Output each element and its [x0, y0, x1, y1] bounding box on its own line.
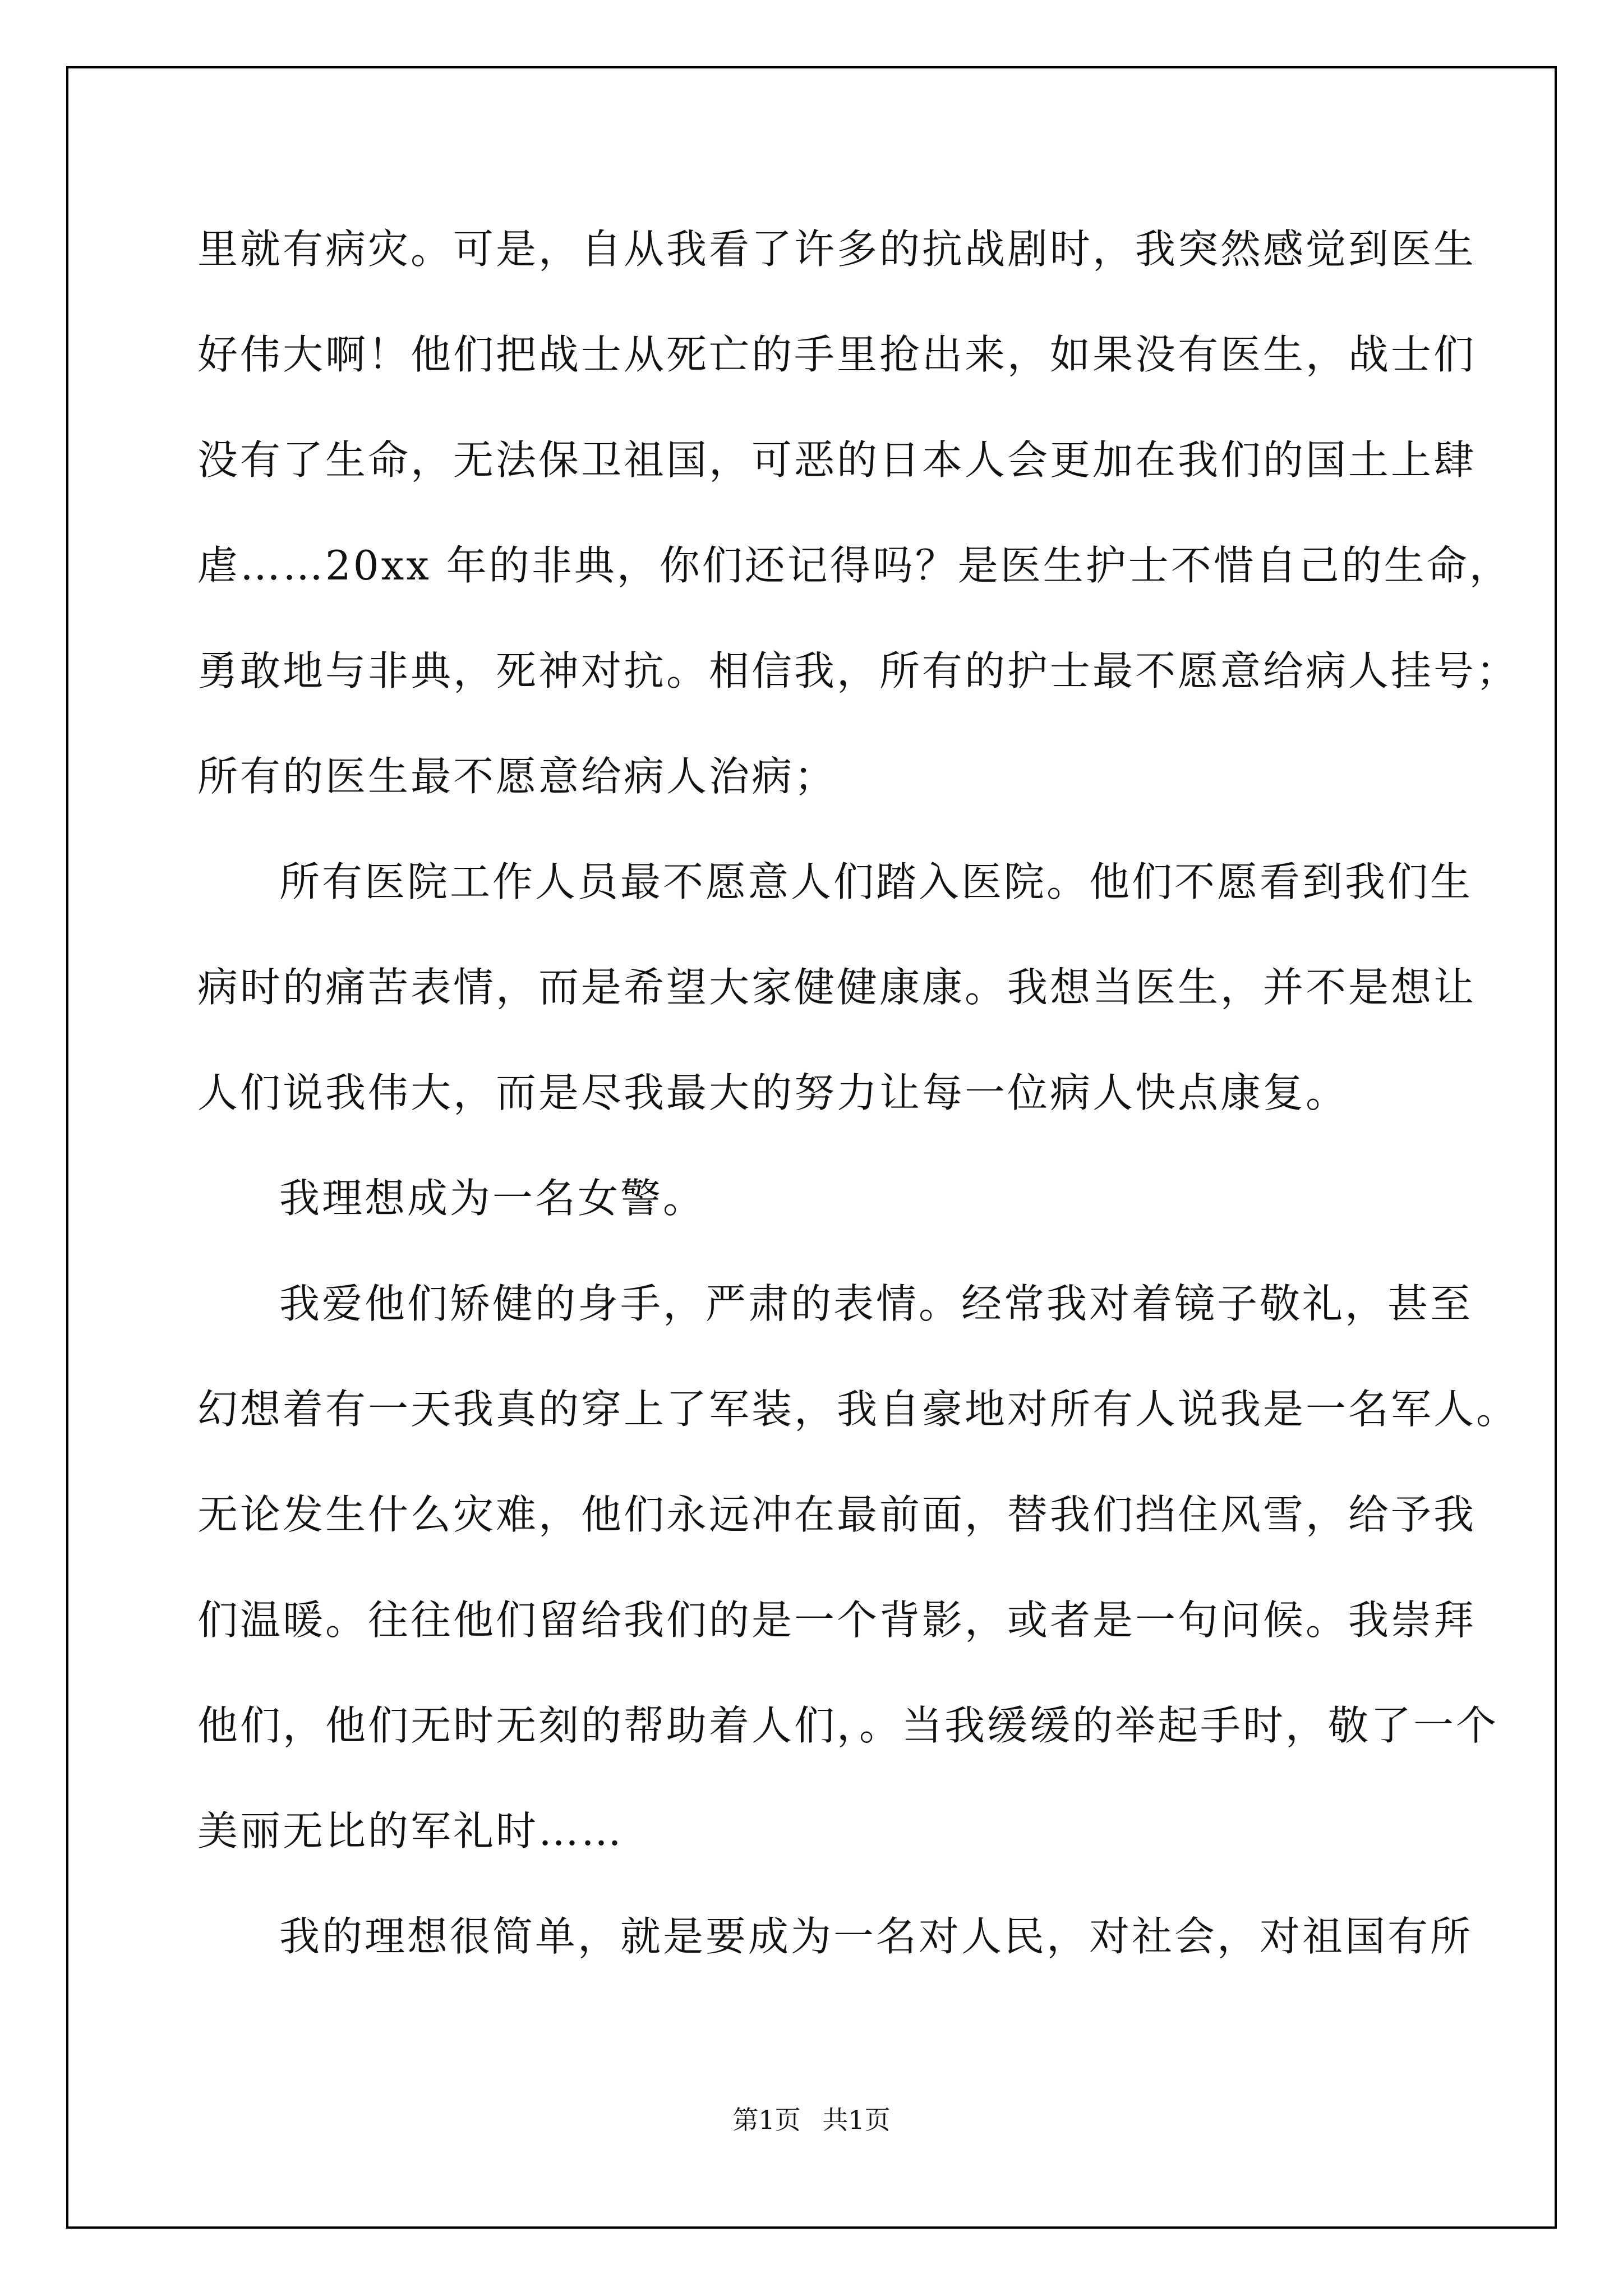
text-line: 们温暖。往往他们留给我们的是一个背影，或者是一句问候。我崇拜	[197, 1596, 1477, 1644]
text-line: 他们，他们无时无刻的帮助着人们，。当我缓缓的举起手时，敬了一个	[197, 1702, 1499, 1749]
paragraph-first-line: 我理想成为一名女警。	[279, 1175, 706, 1222]
text-line: 好伟大啊！他们把战士从死亡的手里抢出来，如果没有医生，战士们	[197, 331, 1477, 378]
text-line: 里就有病灾。可是，自从我看了许多的抗战剧时，我突然感觉到医生	[197, 226, 1477, 273]
text-line: 所有的医生最不愿意给病人治病；	[197, 753, 837, 800]
page-number: 第1页	[732, 2105, 801, 2135]
text-line: 人们说我伟大，而是尽我最大的努力让每一位病人快点康复。	[197, 1069, 1349, 1116]
text-line: 虐……20xx 年的非典，你们还记得吗？是医生护士不惜自己的生命，	[197, 542, 1512, 589]
text-line: 美丽无比的军礼时……	[197, 1807, 624, 1855]
text-line: 没有了生命，无法保卫祖国，可恶的日本人会更加在我们的国土上肆	[197, 436, 1477, 484]
paragraph-first-line: 我的理想很简单，就是要成为一名对人民，对社会，对祖国有所	[279, 1913, 1473, 1960]
text-line: 病时的痛苦表情，而是希望大家健健康康。我想当医生，并不是想让	[197, 964, 1477, 1011]
page-footer	[0, 2103, 1623, 2137]
text-line: 幻想着有一天我真的穿上了军装，我自豪地对所有人说我是一名军人。	[197, 1386, 1519, 1433]
text-line: 勇敢地与非典，死神对抗。相信我，所有的护士最不愿意给病人挂号；	[197, 647, 1519, 694]
page-total: 共1页	[822, 2105, 891, 2135]
paragraph-first-line: 所有医院工作人员最不愿意人们踏入医院。他们不愿看到我们生	[279, 858, 1473, 905]
text-line: 无论发生什么灾难，他们永远冲在最前面，替我们挡住风雪，给予我	[197, 1491, 1477, 1538]
paragraph-first-line: 我爱他们矫健的身手，严肃的表情。经常我对着镜子敬礼，甚至	[279, 1280, 1473, 1327]
